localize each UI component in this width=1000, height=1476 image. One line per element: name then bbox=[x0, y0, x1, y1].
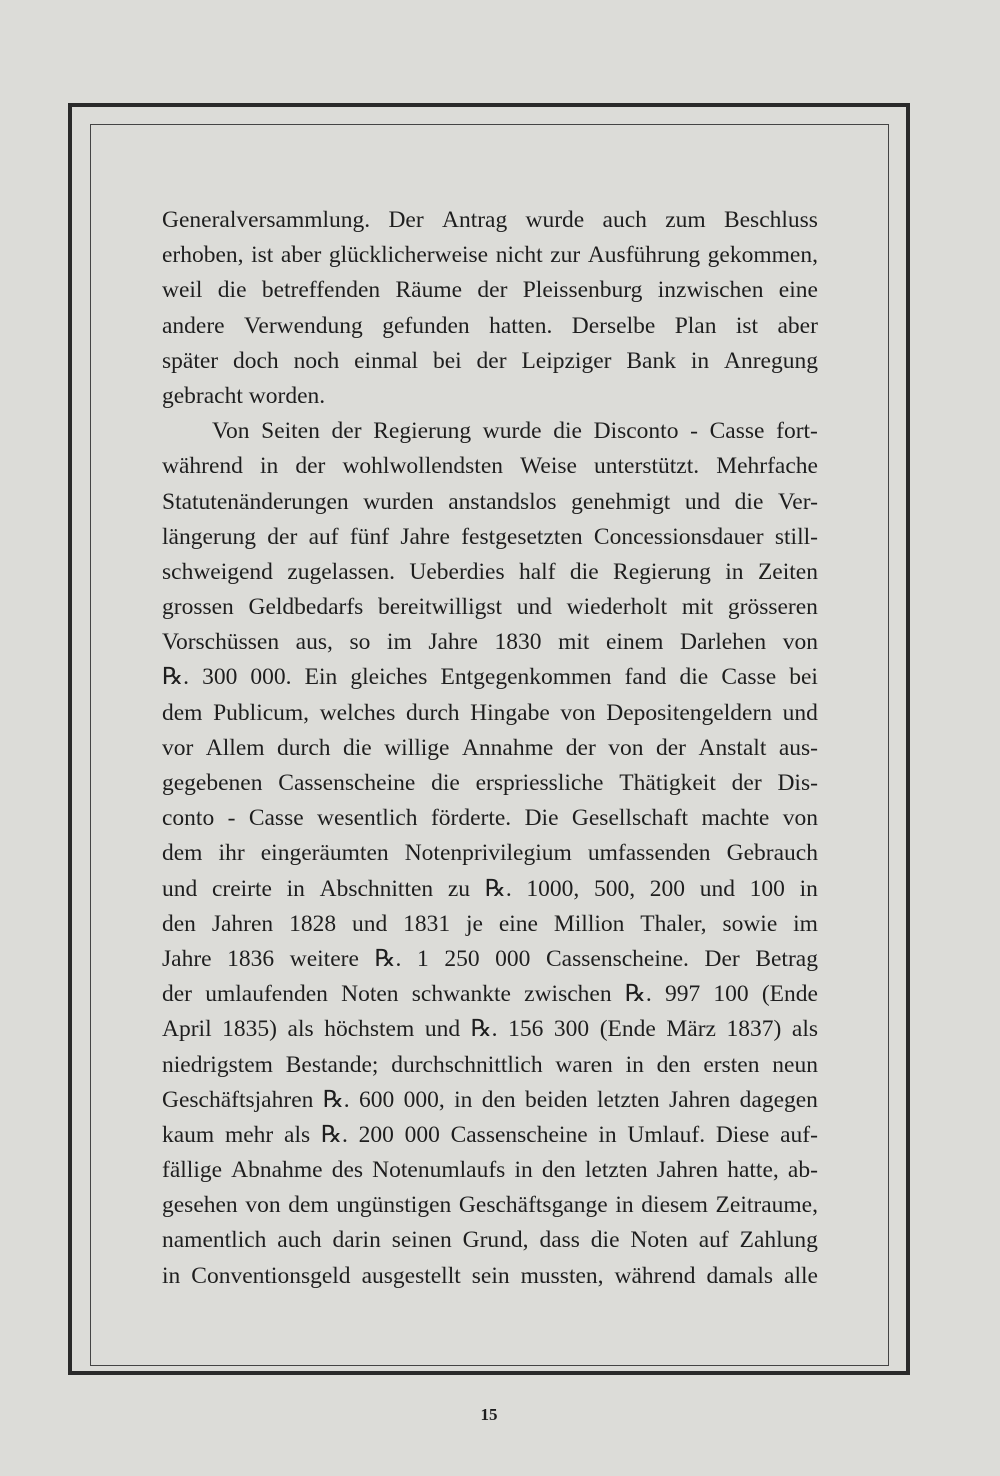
page-number: 15 bbox=[480, 1405, 498, 1424]
text-line: später doch noch einmal bei der Leipziger Bank in Anregung bbox=[162, 347, 818, 374]
text-line: grossen Geldbedarfs bereitwilligst und wiederholt mit grösseren bbox=[162, 594, 818, 621]
text-line: andere Verwendung gefunden hatten. Derselbe Plan ist aber bbox=[162, 312, 818, 339]
body-text bbox=[162, 203, 818, 1294]
text-line: vor Allem durch die willige Annahme der von der Anstalt aus- bbox=[162, 734, 818, 761]
text-line: ℞. 300 000. Ein gleiches Entgegenkommen fand die Casse bei bbox=[162, 664, 818, 691]
text-line: gebracht worden. bbox=[162, 382, 326, 409]
text-line: Jahre 1836 weitere ℞. 1 250 000 Cassenscheine. Der Betrag bbox=[162, 945, 818, 972]
text-line: erhoben, ist aber glücklicherweise nicht zur Ausführung gekommen, bbox=[162, 242, 818, 269]
text-line: Von Seiten der Regierung wurde die Disconto - Casse fort- bbox=[212, 418, 818, 445]
text-line: niedrigstem Bestande; durchschnittlich waren in den ersten neun bbox=[162, 1051, 818, 1078]
text-line: dem Publicum, welches durch Hingabe von Depositengeldern und bbox=[162, 699, 818, 726]
text-line: Statutenänderungen wurden anstandslos genehmigt und die Ver- bbox=[162, 488, 818, 515]
text-line: April 1835) als höchstem und ℞. 156 300 (Ende März 1837) als bbox=[162, 1016, 818, 1043]
text-line: namentlich auch darin seinen Grund, dass die Noten auf Zahlung bbox=[162, 1227, 818, 1254]
text-line: längerung der auf fünf Jahre festgesetzten Concessionsdauer still- bbox=[162, 523, 818, 550]
text-line: gesehen von dem ungünstigen Geschäftsgange in diesem Zeitraume, bbox=[162, 1192, 818, 1219]
text-line: während in der wohlwollendsten Weise unterstützt. Mehrfache bbox=[162, 453, 818, 480]
paragraph bbox=[162, 414, 818, 1294]
text-line: weil die betreffenden Räume der Pleissenburg inzwischen eine bbox=[162, 277, 818, 304]
paragraph bbox=[162, 203, 818, 414]
text-line: fällige Abnahme des Notenumlaufs in den letzten Jahren hatte, ab- bbox=[162, 1157, 818, 1184]
text-line: und creirte in Abschnitten zu ℞. 1000, 500, 200 und 100 in bbox=[162, 875, 818, 902]
text-line: schweigend zugelassen. Ueberdies half die Regierung in Zeiten bbox=[162, 558, 818, 585]
text-line: conto - Casse wesentlich förderte. Die Gesellschaft machte von bbox=[162, 805, 818, 832]
text-line: der umlaufenden Noten schwankte zwischen ℞. 997 100 (Ende bbox=[162, 981, 818, 1008]
text-line: Geschäftsjahren ℞. 600 000, in den beiden letzten Jahren dagegen bbox=[162, 1086, 818, 1113]
text-line: den Jahren 1828 und 1831 je eine Million Thaler, sowie im bbox=[162, 910, 818, 937]
text-line: kaum mehr als ℞. 200 000 Cassenscheine in Umlauf. Diese auf- bbox=[162, 1121, 818, 1148]
text-line: in Conventionsgeld ausgestellt sein mussten, während damals alle bbox=[162, 1262, 818, 1289]
text-line: Vorschüssen aus, so im Jahre 1830 mit einem Darlehen von bbox=[162, 629, 818, 656]
text-line: Generalversammlung. Der Antrag wurde auch zum Beschluss bbox=[162, 207, 818, 233]
text-line: dem ihr eingeräumten Notenprivilegium umfassenden Gebrauch bbox=[162, 840, 818, 867]
text-line: gegebenen Cassenscheine die erspriessliche Thätigkeit der Dis- bbox=[162, 770, 818, 796]
